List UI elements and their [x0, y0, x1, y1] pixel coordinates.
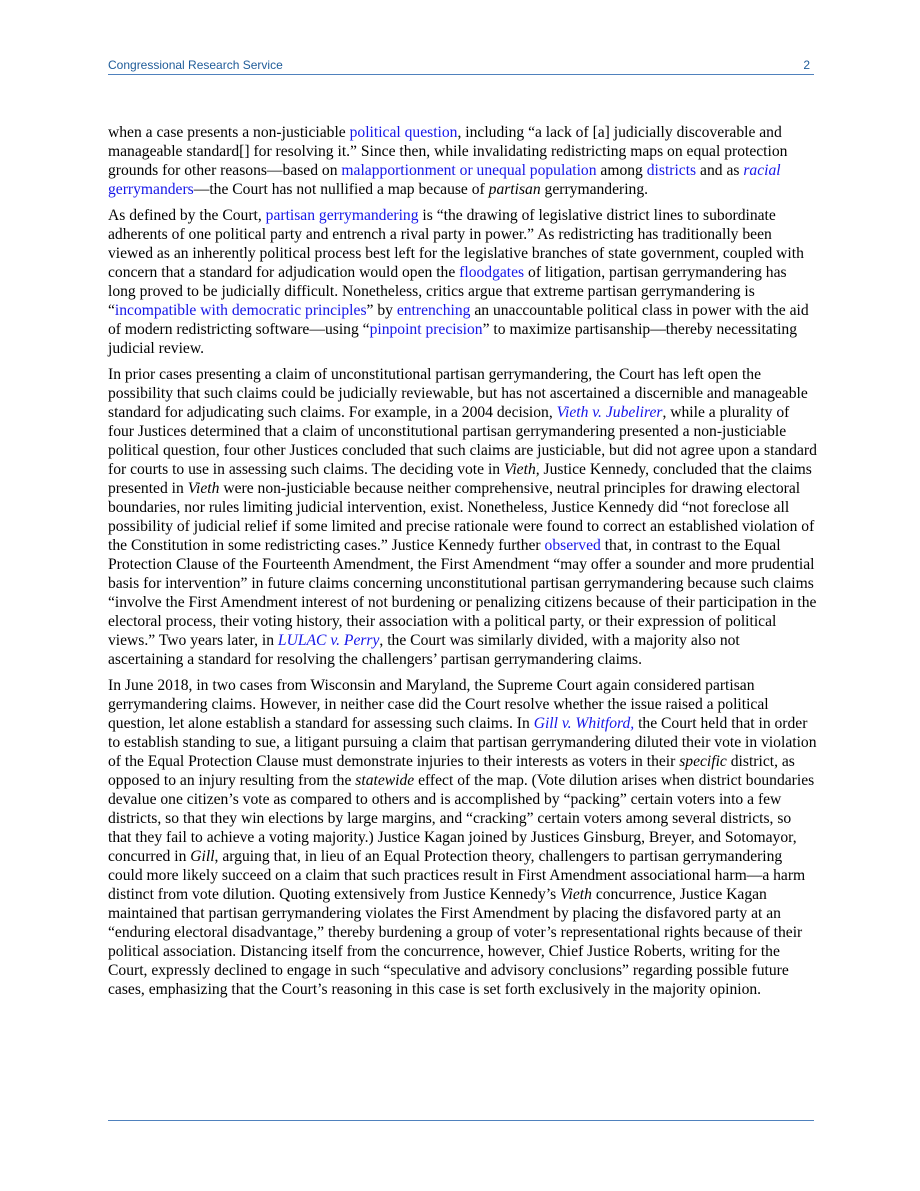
link-gerrymanders[interactable]: gerrymanders: [108, 181, 194, 198]
paragraph-3: [108, 365, 818, 669]
link-racial[interactable]: racial: [743, 162, 781, 179]
text-run: , while a plurality of four Justices determined that a claim of unconstitutional partisan gerrymandering presented a non-justiciable political question, four other Justices concluded that such claims are justiciable, but did not agree upon a standard for courts to use in assessing such claims. The deciding vote in: [108, 404, 817, 478]
link-malapportionment[interactable]: malapportionment or unequal population: [341, 162, 597, 179]
italic-run: Vieth,: [503, 461, 540, 478]
text-run: , the Court was similarly divided, with a majority also not ascertaining a standard for resolving the challengers’ partisan gerrymandering claims.: [108, 632, 740, 668]
paragraph-1: [108, 123, 818, 199]
text-run: is “the drawing of legislative district lines to subordinate adherents of one political party and entrench a rival party in power.” As redistricting has traditionally been viewed as an inherently political process best left for the legislative branches of state government, coupled with concern that a standard for adjudication would open the: [108, 207, 804, 281]
link-gill-v-whitford[interactable]: Gill v. Whitford,: [533, 715, 635, 732]
text-run: of litigation, partisan gerrymandering has long proved to be judicially difficult. Nonetheless, critics argue that extreme partisan gerrymandering is “: [108, 264, 787, 319]
text-run: that, in contrast to the Equal Protection Clause of the Fourteenth Amendment, the First Amendment “may offer a sounder and more prudential basis for intervention” in future claims concerning unconstitutional partisan gerrymandering because such claims “involve the First Amendment interest of not burdening or penalizing citizens because of their participation in the electoral process, their voting history, their association with a political party, or their expression of political views.” Two years later, in: [108, 537, 817, 649]
header-rule: [108, 74, 814, 75]
text-run: As defined by the Court,: [108, 207, 266, 224]
italic-run: specific: [679, 753, 727, 770]
italic-run: partisan: [488, 181, 541, 198]
body-text: [108, 123, 818, 1006]
text-run: when a case presents a non-justiciable: [108, 124, 350, 141]
running-header: [108, 58, 814, 74]
text-run: , including “a lack of [a] judicially discoverable and manageable standard[] for resolving it.” Since then, while invalidating redistricting maps on equal protection grounds for other reasons—based on: [108, 124, 788, 179]
text-run: and as: [696, 162, 744, 179]
text-run: among: [596, 162, 647, 179]
text-run: effect of the map. (Vote dilution arises when district boundaries devalue one citizen’s vote as compared to others and is accomplished by “packing” certain voters into a few districts, so that they win elections by large margins, and “cracking” certain voters among several districts, so that they fail to achieve a voting majority.) Justice Kagan joined by Justices Ginsburg, Breyer, and Sotomayor, concurred in: [108, 772, 815, 865]
text-run: were non-justiciable because neither comprehensive, neutral principles for drawing electoral boundaries, nor rules limiting judicial intervention, exist. Nonetheless, Justice Kennedy did “not foreclose all possibility of judicial relief if some limited and precise rationale were found to correct an established violation of the Constitution in some redistricting cases.” Justice Kennedy further: [108, 480, 815, 554]
link-observed[interactable]: observed: [544, 537, 601, 554]
paragraph-2: [108, 206, 818, 358]
text-run: , arguing that, in lieu of an Equal Protection theory, challengers to partisan gerrymandering could more likely succeed on a claim that such practices result in First Amendment associational harm—a harm distinct from vote dilution. Quoting extensively from Justice Kennedy’s: [108, 848, 806, 903]
text-run: In June 2018, in two cases from Wisconsin and Maryland, the Supreme Court again considered partisan gerrymandering claims. However, in neither case did the Court resolve whether the issue raised a political question, let alone establish a standard for assessing such claims. In: [108, 677, 769, 732]
italic-run: Vieth: [187, 480, 220, 497]
page-number: 2: [803, 58, 810, 72]
italic-run: Gill: [190, 848, 215, 865]
italic-run: statewide: [355, 772, 415, 789]
text-run: ” to maximize partisanship—thereby necessitating judicial review.: [108, 321, 797, 357]
link-incompatible-democratic[interactable]: incompatible with democratic principles: [114, 302, 367, 319]
link-partisan-gerrymandering[interactable]: partisan gerrymandering: [265, 207, 419, 224]
text-run: ” by: [366, 302, 397, 319]
text-run: the Court held that in order to establish standing to sue, a litigant pursuing a claim that partisan gerrymandering diluted their vote in violation of the Equal Protection Clause must demonstrate injuries to their interests as voters in their: [108, 715, 817, 770]
text-run: —the Court has not nullified a map because of: [193, 181, 489, 198]
text-run: concurrence, Justice Kagan maintained that partisan gerrymandering violates the First Amendment by placing the disfavored party at an “enduring electoral disadvantage,” thereby burdening a group of voter’s representational rights because of their political association. Distancing itself from the concurrence, however, Chief Justice Roberts, writing for the Court, expressly declined to engage in such “speculative and advisory conclusions” regarding possible future cases, emphasizing that the Court’s reasoning in this case is set forth exclusively in the majority opinion.: [108, 886, 803, 998]
text-run: district, as opposed to an injury resulting from the: [108, 753, 795, 789]
link-lulac-v-perry[interactable]: LULAC v. Perry: [277, 632, 380, 649]
text-run: Justice Kennedy, concluded that the claims presented in: [108, 461, 812, 497]
italic-run: Vieth: [560, 886, 592, 903]
link-floodgates[interactable]: floodgates: [459, 264, 525, 281]
text-run: In prior cases presenting a claim of unconstitutional partisan gerrymandering, the Court has left open the possibility that such claims could be judicially reviewable, but has not ascertained a discernible and manageable standard for adjudicating such claims. For example, in a 2004 decision,: [108, 366, 808, 421]
link-vieth-v-jubelirer[interactable]: Vieth v. Jubelirer: [556, 404, 663, 421]
text-run: gerrymandering.: [540, 181, 649, 198]
header-publisher: Congressional Research Service: [108, 58, 283, 72]
link-political-question[interactable]: political question: [349, 124, 458, 141]
text-run: an unaccountable political class in power with the aid of modern redistricting software—using “: [108, 302, 809, 338]
paragraph-4: [108, 676, 818, 999]
link-pinpoint-precision[interactable]: pinpoint precision: [369, 321, 483, 338]
link-districts[interactable]: districts: [646, 162, 697, 179]
footer-rule: [108, 1120, 814, 1121]
link-entrenching[interactable]: entrenching: [396, 302, 471, 319]
